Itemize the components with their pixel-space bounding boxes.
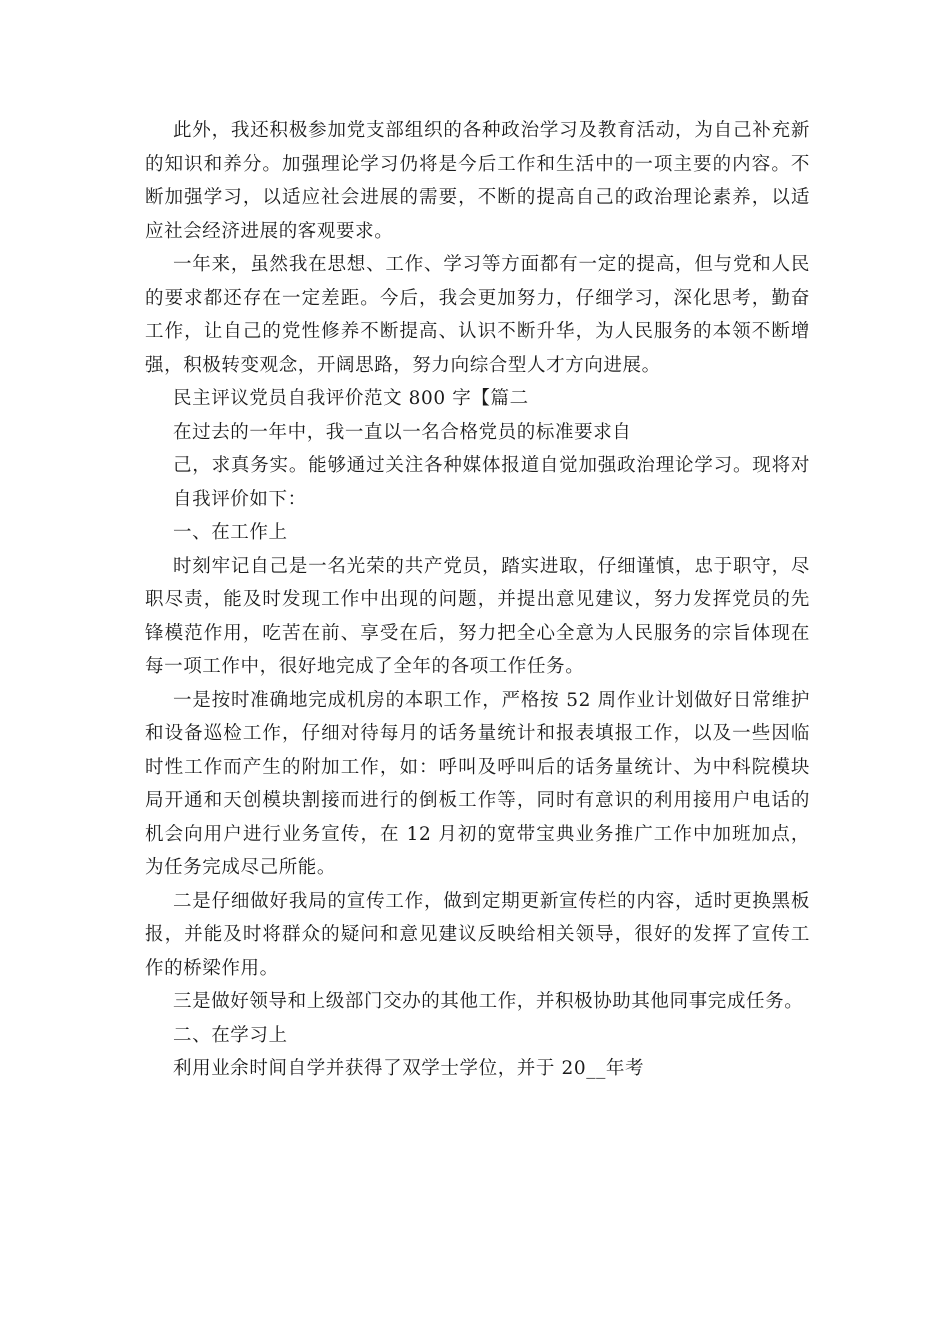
paragraph-work-item-two: 二是仔细做好我局的宣传工作，做到定期更新宣传栏的内容，适时更换黑板报，并能及时将群众的疑问和意见建议反映给相关领导，很好的发挥了宣传工作的桥梁作用。 (145, 890, 810, 979)
paragraph-year-summary: 一年来，虽然我在思想、工作、学习等方面都有一定的提高，但与党和人民的要求都还存在一定差距。今后，我会更加努力，仔细学习，深化思考，勤奋工作，让自己的党性修养不断提高、认识不断升华，为人民服务的本领不断增强，积极转变观念，开阔思路，努力向综合型人才方向进展。 (145, 254, 810, 376)
paragraph-study-degree: 利用业余时间自学并获得了双学士学位，并于 20__年考 (173, 1058, 645, 1079)
paragraph-intro-continued: 己，求真务实。能够通过关注各种媒体报道自觉加强政治理论学习。现将对自我评价如下： (173, 455, 810, 510)
document-body (145, 114, 810, 1086)
paragraph-work-item-one: 一是按时准确地完成机房的本职工作，严格按 52 周作业计划做好日常维护和设备巡检工作，仔细对待每月的话务量统计和报表填报工作，以及一些因临时性工作而产生的附加工作，如：呼叫及呼叫后的话务量统计、为中科院模块局开通和天创模块割接而进行的倒板工作等，同时有意识的利用接用户电话的机会向用户进行业务宣传，在 12 月初的宽带宝典业务推广工作中加班加点，为任务完成尽己所能。 (145, 689, 810, 878)
paragraph-work-item-three: 三是做好领导和上级部门交办的其他工作，并积极协助其他同事完成任务。 (173, 991, 804, 1012)
paragraph-intro-line: 在过去的一年中，我一直以一名合格党员的标准要求自 (173, 421, 632, 443)
paragraph-work-attitude: 时刻牢记自己是一名光荣的共产党员，踏实进取，仔细谨慎，忠于职守，尽职尽责，能及时发现工作中出现的问题，并提出意见建议，努力发挥党员的先锋模范作用，吃苦在前、享受在后，努力把全心全意为人民服务的宗旨体现在每一项工作中，很好地完成了全年的各项工作任务。 (145, 555, 810, 677)
heading-work: 一、在工作上 (173, 522, 288, 543)
section-title-part-two: 民主评议党员自我评价范文 800 字【篇二 (173, 388, 529, 409)
paragraph-self-study: 此外，我还积极参加党支部组织的各种政治学习及教育活动，为自己补充新的知识和养分。加强理论学习仍将是今后工作和生活中的一项主要的内容。不断加强学习，以适应社会进展的需要，不断的提高自己的政治理论素养，以适应社会经济进展的客观要求。 (145, 120, 810, 242)
heading-study: 二、在学习上 (173, 1024, 288, 1046)
